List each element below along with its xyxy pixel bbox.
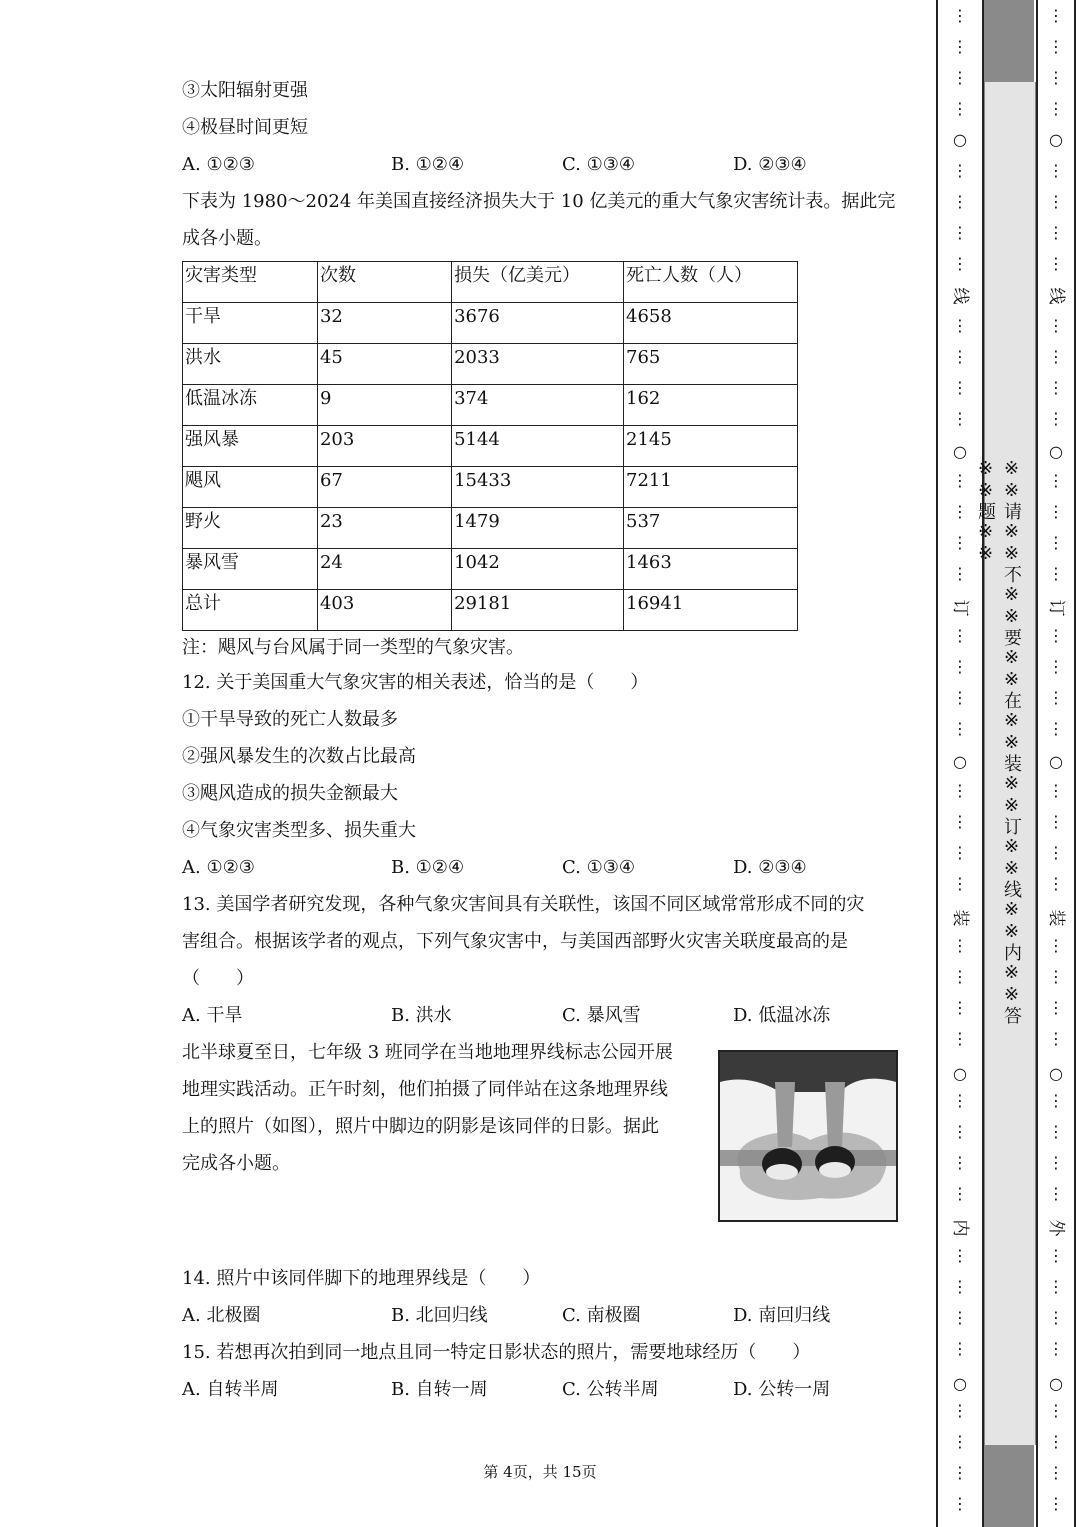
no-answer-warning: ※※请※※不※※要※※在※※装※※订※※线※※内※※答※※题※※ bbox=[975, 458, 1022, 1025]
binding-dots: ⋮ bbox=[1048, 1463, 1064, 1482]
q13-option-b[interactable]: B. 洪水 bbox=[391, 1005, 452, 1026]
binding-dots: ⋮ bbox=[1048, 874, 1064, 893]
binding-dots: ⋮ bbox=[952, 1029, 968, 1048]
binding-dots: ⋮ bbox=[1048, 254, 1064, 273]
binding-dots: ⋮ bbox=[952, 998, 968, 1017]
table-cell: 67 bbox=[317, 467, 451, 508]
binding-dots: ⋮ bbox=[952, 533, 968, 552]
table-cell: 干旱 bbox=[183, 303, 318, 344]
table-cell: 2145 bbox=[624, 426, 798, 467]
table-cell: 野火 bbox=[183, 508, 318, 549]
binding-dots: ⋮ bbox=[952, 1463, 968, 1482]
binding-label: 订 bbox=[1046, 599, 1066, 617]
binding-border-right bbox=[1074, 0, 1077, 1527]
table-cell: 24 bbox=[317, 549, 451, 590]
binding-dots: ⋮ bbox=[952, 936, 968, 955]
table-cell: 203 bbox=[317, 426, 451, 467]
q13-line-2: 害组合。根据该学者的观点，下列气象灾害中，与美国西部野火灾害关联度最高的是 bbox=[182, 931, 848, 952]
table-cell: 强风暴 bbox=[183, 426, 318, 467]
q11-option-c[interactable]: C. ①③④ bbox=[562, 154, 635, 175]
binding-label: 线 bbox=[1046, 287, 1066, 305]
feet-shadow-illustration bbox=[720, 1052, 896, 1220]
q14-option-c[interactable]: C. 南极圈 bbox=[562, 1305, 641, 1326]
table-cell: 9 bbox=[317, 385, 451, 426]
q15-options bbox=[182, 1371, 902, 1408]
table-note: 注：飓风与台风属于同一类型的气象灾害。 bbox=[182, 637, 524, 658]
table-cell: 45 bbox=[317, 344, 451, 385]
binding-dots: ⋮ bbox=[952, 99, 968, 118]
binding-dots: ⋮ bbox=[1048, 316, 1064, 335]
table-cell: 暴风雪 bbox=[183, 549, 318, 590]
passage-line: 上的照片（如图），照片中脚边的阴影是该同伴的日影。据此 bbox=[182, 1116, 659, 1137]
table-cell: 1463 bbox=[624, 549, 798, 590]
binding-dots: ⋮ bbox=[1048, 192, 1064, 211]
binding-dots: ⋮ bbox=[1048, 1153, 1064, 1172]
table-cell: 374 bbox=[452, 385, 624, 426]
q15-option-a[interactable]: A. 自转半周 bbox=[182, 1379, 279, 1400]
table-row bbox=[183, 590, 798, 631]
binding-circle-icon: ○ bbox=[953, 1374, 967, 1393]
q12-options bbox=[182, 849, 902, 886]
table-row bbox=[183, 467, 798, 508]
binding-dots: ⋮ bbox=[952, 1122, 968, 1141]
table-cell: 3676 bbox=[452, 303, 624, 344]
binding-dots: ⋮ bbox=[952, 316, 968, 335]
table-cell: 29181 bbox=[452, 590, 624, 631]
disaster-table bbox=[182, 261, 798, 631]
binding-dots: ⋮ bbox=[1048, 378, 1064, 397]
table-row bbox=[183, 549, 798, 590]
q14-option-b[interactable]: B. 北回归线 bbox=[391, 1305, 488, 1326]
table-cell: 总计 bbox=[183, 590, 318, 631]
binding-circle-icon: ○ bbox=[953, 442, 967, 461]
table-cell: 4658 bbox=[624, 303, 798, 344]
binding-dots: ⋮ bbox=[1048, 967, 1064, 986]
binding-label: 线 bbox=[950, 287, 970, 305]
table-cell: 15433 bbox=[452, 467, 624, 508]
q12-item-4: ④气象灾害类型多、损失重大 bbox=[182, 820, 416, 841]
q12-option-b[interactable]: B. ①②④ bbox=[391, 857, 465, 878]
binding-dots: ⋮ bbox=[1048, 533, 1064, 552]
binding-dots: ⋮ bbox=[952, 1091, 968, 1110]
binding-circle-icon: ○ bbox=[1049, 752, 1063, 771]
binding-dots: ⋮ bbox=[952, 967, 968, 986]
table-cell: 403 bbox=[317, 590, 451, 631]
q11-option-d[interactable]: D. ②③④ bbox=[733, 154, 807, 175]
q13-line-3: （ ） bbox=[182, 968, 254, 989]
binding-dots-left bbox=[950, 0, 970, 1527]
binding-circle-icon: ○ bbox=[1049, 1064, 1063, 1083]
passage-text bbox=[182, 1034, 702, 1182]
intro-line-2: 成各小题。 bbox=[182, 228, 272, 249]
binding-dots: ⋮ bbox=[952, 223, 968, 242]
binding-border-left bbox=[936, 0, 939, 1527]
binding-dots: ⋮ bbox=[1048, 626, 1064, 645]
binding-dots: ⋮ bbox=[1048, 68, 1064, 87]
binding-dots: ⋮ bbox=[1048, 471, 1064, 490]
q11-options bbox=[182, 146, 902, 183]
table-cell: 765 bbox=[624, 344, 798, 385]
table-cell: 1042 bbox=[452, 549, 624, 590]
binding-dots: ⋮ bbox=[1048, 688, 1064, 707]
binding-dots: ⋮ bbox=[952, 719, 968, 738]
binding-dots: ⋮ bbox=[952, 874, 968, 893]
binding-dots: ⋮ bbox=[952, 1246, 968, 1265]
binding-dots: ⋮ bbox=[952, 6, 968, 25]
binding-dots: ⋮ bbox=[1048, 1029, 1064, 1048]
binding-dots: ⋮ bbox=[1048, 1494, 1064, 1513]
binding-dots: ⋮ bbox=[952, 68, 968, 87]
table-header-row bbox=[183, 262, 798, 303]
binding-label: 内 bbox=[950, 1219, 970, 1237]
binding-dots: ⋮ bbox=[1048, 347, 1064, 366]
binding-dots: ⋮ bbox=[952, 1184, 968, 1203]
intro-line-1: 下表为 1980～2024 年美国直接经济损失大于 10 亿美元的重大气象灾害统计表。据此完 bbox=[182, 191, 896, 212]
table-row bbox=[183, 344, 798, 385]
table-row bbox=[183, 426, 798, 467]
binding-dots: ⋮ bbox=[952, 471, 968, 490]
binding-dots: ⋮ bbox=[952, 1277, 968, 1296]
binding-dots: ⋮ bbox=[952, 1494, 968, 1513]
q15-stem: 15. 若想再次拍到同一地点且同一特定日影状态的照片，需要地球经历（ ） bbox=[182, 1342, 811, 1363]
binding-dots: ⋮ bbox=[952, 502, 968, 521]
binding-dots: ⋮ bbox=[1048, 657, 1064, 676]
q12-item-3: ③飓风造成的损失金额最大 bbox=[182, 783, 398, 804]
binding-dots: ⋮ bbox=[1048, 936, 1064, 955]
q13-line-1: 13. 美国学者研究发现，各种气象灾害间具有关联性，该国不同区域常常形成不同的灾 bbox=[182, 894, 865, 915]
q14-stem: 14. 照片中该同伴脚下的地理界线是（ ） bbox=[182, 1268, 541, 1289]
binding-dots: ⋮ bbox=[952, 1401, 968, 1420]
q13-options bbox=[182, 997, 902, 1034]
binding-dots: ⋮ bbox=[1048, 223, 1064, 242]
passage-line: 完成各小题。 bbox=[182, 1153, 290, 1174]
q12-item-2: ②强风暴发生的次数占比最高 bbox=[182, 746, 416, 767]
table-cell: 飓风 bbox=[183, 467, 318, 508]
table-cell: 洪水 bbox=[183, 344, 318, 385]
q15-option-d[interactable]: D. 公转一周 bbox=[733, 1379, 831, 1400]
binding-circle-icon: ○ bbox=[953, 752, 967, 771]
binding-dots: ⋮ bbox=[952, 1339, 968, 1358]
shadow-photo bbox=[718, 1050, 898, 1222]
binding-label: 订 bbox=[950, 599, 970, 617]
binding-dots: ⋮ bbox=[1048, 1091, 1064, 1110]
binding-dots: ⋮ bbox=[952, 1432, 968, 1451]
passage-line: 地理实践活动。正午时刻，他们拍摄了同伴站在这条地理界线 bbox=[182, 1079, 668, 1100]
q12-option-c[interactable]: C. ①③④ bbox=[562, 857, 635, 878]
binding-dots: ⋮ bbox=[1048, 409, 1064, 428]
binding-dots: ⋮ bbox=[1048, 812, 1064, 831]
table-cell: 低温冰冻 bbox=[183, 385, 318, 426]
q11-option-b[interactable]: B. ①②④ bbox=[391, 154, 465, 175]
binding-dots: ⋮ bbox=[952, 657, 968, 676]
binding-label: 装 bbox=[1046, 909, 1066, 927]
q11-option-a[interactable]: A. ①②③ bbox=[182, 154, 255, 175]
binding-dots: ⋮ bbox=[1048, 781, 1064, 800]
binding-label: 外 bbox=[1046, 1219, 1066, 1237]
binding-dots: ⋮ bbox=[1048, 1122, 1064, 1141]
binding-dots: ⋮ bbox=[1048, 502, 1064, 521]
binding-dots: ⋮ bbox=[952, 1153, 968, 1172]
table-row bbox=[183, 385, 798, 426]
binding-dots: ⋮ bbox=[952, 564, 968, 583]
table-header-cell: 损失（亿美元） bbox=[452, 262, 624, 303]
table-cell: 7211 bbox=[624, 467, 798, 508]
binding-dots: ⋮ bbox=[952, 1308, 968, 1327]
binding-dots: ⋮ bbox=[952, 192, 968, 211]
binding-dots: ⋮ bbox=[952, 37, 968, 56]
binding-dots: ⋮ bbox=[952, 626, 968, 645]
table-cell: 537 bbox=[624, 508, 798, 549]
binding-circle-icon: ○ bbox=[1049, 130, 1063, 149]
table-header-cell: 死亡人数（人） bbox=[624, 262, 798, 303]
table-cell: 5144 bbox=[452, 426, 624, 467]
table-cell: 162 bbox=[624, 385, 798, 426]
table-cell: 16941 bbox=[624, 590, 798, 631]
binding-dots: ⋮ bbox=[1048, 37, 1064, 56]
binding-dots: ⋮ bbox=[952, 161, 968, 180]
binding-dots: ⋮ bbox=[1048, 6, 1064, 25]
table-header-cell: 灾害类型 bbox=[183, 262, 318, 303]
binding-dots: ⋮ bbox=[1048, 1432, 1064, 1451]
page-footer: 第 4页，共 15页 bbox=[483, 1463, 597, 1481]
q12-item-1: ①干旱导致的死亡人数最多 bbox=[182, 709, 398, 730]
binding-dots-right bbox=[1046, 0, 1066, 1527]
binding-dots: ⋮ bbox=[952, 409, 968, 428]
q14-options bbox=[182, 1297, 902, 1334]
q11-item-3: ③太阳辐射更强 bbox=[182, 80, 308, 101]
binding-dots: ⋮ bbox=[1048, 719, 1064, 738]
binding-dots: ⋮ bbox=[952, 347, 968, 366]
table-row bbox=[183, 303, 798, 344]
q13-option-c[interactable]: C. 暴风雪 bbox=[562, 1005, 641, 1026]
binding-dots: ⋮ bbox=[1048, 1184, 1064, 1203]
binding-dots: ⋮ bbox=[1048, 1339, 1064, 1358]
binding-dots: ⋮ bbox=[1048, 161, 1064, 180]
table-header-cell: 次数 bbox=[317, 262, 451, 303]
binding-circle-icon: ○ bbox=[1049, 1374, 1063, 1393]
binding-dots: ⋮ bbox=[1048, 1246, 1064, 1265]
binding-dots: ⋮ bbox=[952, 781, 968, 800]
table-cell: 1479 bbox=[452, 508, 624, 549]
q15-option-c[interactable]: C. 公转半周 bbox=[562, 1379, 659, 1400]
binding-circle-icon: ○ bbox=[953, 1064, 967, 1083]
passage-block bbox=[182, 1034, 902, 1260]
page-content bbox=[182, 72, 902, 1408]
table-cell: 23 bbox=[317, 508, 451, 549]
binding-dots: ⋮ bbox=[1048, 1401, 1064, 1420]
q14-option-d[interactable]: D. 南回归线 bbox=[733, 1305, 831, 1326]
table-row bbox=[183, 508, 798, 549]
binding-dots: ⋮ bbox=[952, 688, 968, 707]
binding-dots: ⋮ bbox=[952, 812, 968, 831]
table-cell: 32 bbox=[317, 303, 451, 344]
q13-option-d[interactable]: D. 低温冰冻 bbox=[733, 1005, 831, 1026]
passage-line: 北半球夏至日，七年级 3 班同学在当地地理界线标志公园开展 bbox=[182, 1042, 673, 1063]
q12-option-d[interactable]: D. ②③④ bbox=[733, 857, 807, 878]
binding-dots: ⋮ bbox=[1048, 99, 1064, 118]
binding-dots: ⋮ bbox=[952, 378, 968, 397]
binding-dots: ⋮ bbox=[952, 254, 968, 273]
binding-dots: ⋮ bbox=[1048, 998, 1064, 1017]
table-cell: 2033 bbox=[452, 344, 624, 385]
binding-label: 装 bbox=[950, 909, 970, 927]
q13-option-a[interactable]: A. 干旱 bbox=[182, 1005, 243, 1026]
binding-dots: ⋮ bbox=[1048, 564, 1064, 583]
binding-dots: ⋮ bbox=[1048, 843, 1064, 862]
q14-option-a[interactable]: A. 北极圈 bbox=[182, 1305, 261, 1326]
q12-stem: 12. 关于美国重大气象灾害的相关表述，恰当的是（ ） bbox=[182, 672, 649, 693]
binding-circle-icon: ○ bbox=[1049, 442, 1063, 461]
binding-dots: ⋮ bbox=[1048, 1277, 1064, 1296]
binding-circle-icon: ○ bbox=[953, 130, 967, 149]
binding-dots: ⋮ bbox=[1048, 1308, 1064, 1327]
q11-item-4: ④极昼时间更短 bbox=[182, 117, 308, 138]
binding-dots: ⋮ bbox=[952, 843, 968, 862]
q15-option-b[interactable]: B. 自转一周 bbox=[391, 1379, 488, 1400]
q12-option-a[interactable]: A. ①②③ bbox=[182, 857, 255, 878]
